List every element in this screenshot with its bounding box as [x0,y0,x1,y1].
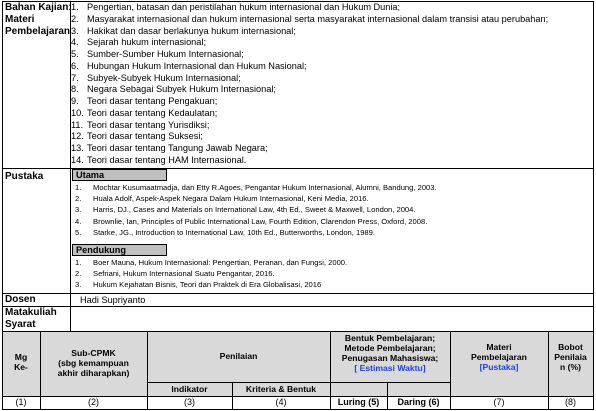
list-item-text: Sefriani, Hukum Internasional Suatu Pengantar, 2016. [93,269,275,279]
pustaka-label: Pustaka [5,171,44,182]
list-item-number: 2. [75,269,82,279]
list-item-text: Huala Adolf, Aspek-Aspek Negara Dalam Hukum Internasional, Keni Media, 2016. [93,194,369,204]
pustaka-utama-header: Utama [72,169,167,181]
list-item-text: Starke, JG., Introduction to International Law, 10th Ed., Butterworths, London, 1989. [93,227,375,237]
list-item-number: 12. [71,131,84,142]
header-sub-cpmk [40,348,147,378]
list-item-number: 1. [75,258,82,267]
list-item-number: 8. [71,84,79,95]
header-line: Sub-CPMK [71,348,116,358]
column-number: (3) [184,397,195,407]
list-item-number: 10. [71,107,84,118]
list-item-number: 11. [71,119,84,130]
grid-line [593,1,594,410]
list-item-number: 5. [71,49,79,59]
list-item [71,2,591,14]
header-line-pustaka: [Pustaka] [479,362,519,372]
list-item-number: 3. [75,205,82,215]
list-item-number: 4. [75,216,82,226]
list-item [75,193,585,204]
list-item [75,268,585,279]
list-item-text: Teori dasar tentang Yurisdiksi; [87,119,210,130]
header-mg-ke [2,352,40,372]
header-bentuk-pembelajaran [330,333,450,373]
list-item [71,155,591,167]
header-line: Penilaia [554,352,587,362]
list-item-number: 6. [71,60,79,71]
grid-line [2,1,3,410]
list-item-number: 1. [75,183,82,192]
list-item-text: Hubungan Hukum Internasional dan Hukum Nasional; [87,60,307,71]
list-item-text: Teori dasar tentang Suksesi; [87,131,203,142]
matakuliah-syarat-label [5,307,57,331]
list-item [71,49,591,61]
pustaka-pendukung-header: Pendukung [72,244,167,256]
bahan-kajian-label-line: Bahan Kajian: [5,2,72,13]
header-line: akhir diharapkan) [57,368,130,378]
list-item-text: Mochtar Kusumaatmadja, dan Etty R.Agoes, Pengantar Hukum Internasional, Alumni, Bandung, 2003. [93,183,437,192]
list-item-text: Teori dasar tentang HAM Internasional. [87,154,247,165]
header-line: Pembelajaran [471,352,527,362]
list-item [71,37,591,49]
list-item [71,143,591,155]
list-item-text: Teori dasar tentang Pengakuan; [87,96,218,106]
header-line: Metode Pembelajaran; [344,343,436,353]
grid-line [330,382,450,383]
list-item [75,257,585,268]
list-item [71,96,591,108]
list-item [71,26,591,38]
header-luring: Luring (5) [337,397,380,407]
matakuliah-syarat-label-line: Matakuliah [5,307,57,318]
list-item-number: 1. [71,2,79,12]
list-item [71,14,591,26]
bahan-kajian-label-line: Materi [5,14,35,25]
list-item-number: 2. [71,13,79,24]
list-item [75,182,585,193]
list-item-text: Sejarah hukum internasional; [87,37,206,48]
list-item [75,204,585,215]
list-item-text: Negara Sebagai Subyek Hukum Internasional; [87,84,276,95]
header-line: (sbg kemampuan [58,358,129,368]
header-line: Penugasan Mahasiswa; [341,353,439,363]
list-item-text: Harris, DJ., Cases and Materials on International Law, 4th Ed., Sweet & Maxwell, London, 2004. [93,205,416,215]
list-item-text: Sumber-Sumber Hukum Internasional; [87,49,244,59]
grid-line [2,306,594,307]
column-number: (4) [275,397,287,407]
list-item [71,84,591,96]
list-item-number: 9. [71,96,79,106]
header-line: Mg [14,352,28,362]
list-item [75,279,585,290]
header-indikator: Indikator [171,384,208,394]
column-number: (2) [88,397,99,407]
header-line: Bobot [558,342,583,352]
header-daring: Daring (6) [397,397,440,407]
list-item-number: 4. [71,37,79,48]
header-materi-pembelajaran [450,342,548,372]
header-line: Bentuk Pembelajaran; [344,333,436,343]
header-penilaian: Penilaian [219,351,258,361]
dosen-value: Hadi Supriyanto [80,295,146,305]
grid-line [147,382,346,383]
header-line: Materi [486,342,512,352]
column-number: (1) [15,397,27,407]
list-item-text: Subyek-Subyek Hukum Internasional; [87,72,241,83]
list-item-number: 2. [75,194,82,204]
list-item-text: Masyarakat internasional dan hukum internasional serta masyarakat internasional dalam transisi atau perubahan; [87,13,549,24]
pustaka-utama-list [75,182,585,238]
list-item-number: 5. [75,227,82,237]
list-item [71,61,591,73]
header-line-estimasi-waktu: [ Estimasi Waktu] [354,363,426,373]
list-item-text: Teori dasar tentang Kedaulatan; [87,107,218,118]
column-number: (7) [493,397,505,407]
list-item-number: 3. [71,25,79,36]
list-item [71,108,591,120]
list-item-number: 13. [71,143,84,153]
list-item [75,227,585,238]
list-item-text: Hukum Kejahatan Bisnis, Teori dan Praktek di Era Globalisasi, 2016 [93,280,322,290]
list-item-number: 7. [71,72,79,83]
matakuliah-syarat-label-line: Syarat [5,319,36,330]
bahan-kajian-label [5,2,72,38]
column-number: (8) [565,397,576,407]
bahan-kajian-label-line: Pembelajaran [5,26,71,37]
dosen-label: Dosen [5,294,36,305]
list-item [75,216,585,227]
list-item [71,73,591,85]
list-item-text: Teori dasar tentang Tangung Jawab Negara; [87,143,268,153]
header-bobot [548,342,593,372]
header-line: Ke- [14,362,28,372]
pustaka-pendukung-list [75,257,585,291]
list-item-text: Boer Mauna, Hukum Internasional: Pengertian, Peranan, dan Fungsi, 2000. [93,258,348,267]
list-item-text: Hakikat dan dasar berlakunya hukum internasional; [87,25,296,36]
list-item [71,120,591,132]
list-item [71,131,591,143]
header-line: n (%) [559,362,581,372]
grid-line [2,409,594,410]
list-item-text: Brownlie, Ian, Principles of Public International Law, Fourth Edition, Clarendon Press, Oxford, 2008. [93,216,428,226]
bahan-kajian-list [71,2,591,167]
header-kriteria-bentuk: Kriteria & Bentuk [245,384,317,394]
list-item-number: 14. [71,154,84,165]
list-item-number: 3. [75,280,82,290]
grid-line [2,331,594,332]
list-item-text: Pengertian, batasan dan peristilahan hukum internasional dan Hukum Dunia; [87,2,401,12]
